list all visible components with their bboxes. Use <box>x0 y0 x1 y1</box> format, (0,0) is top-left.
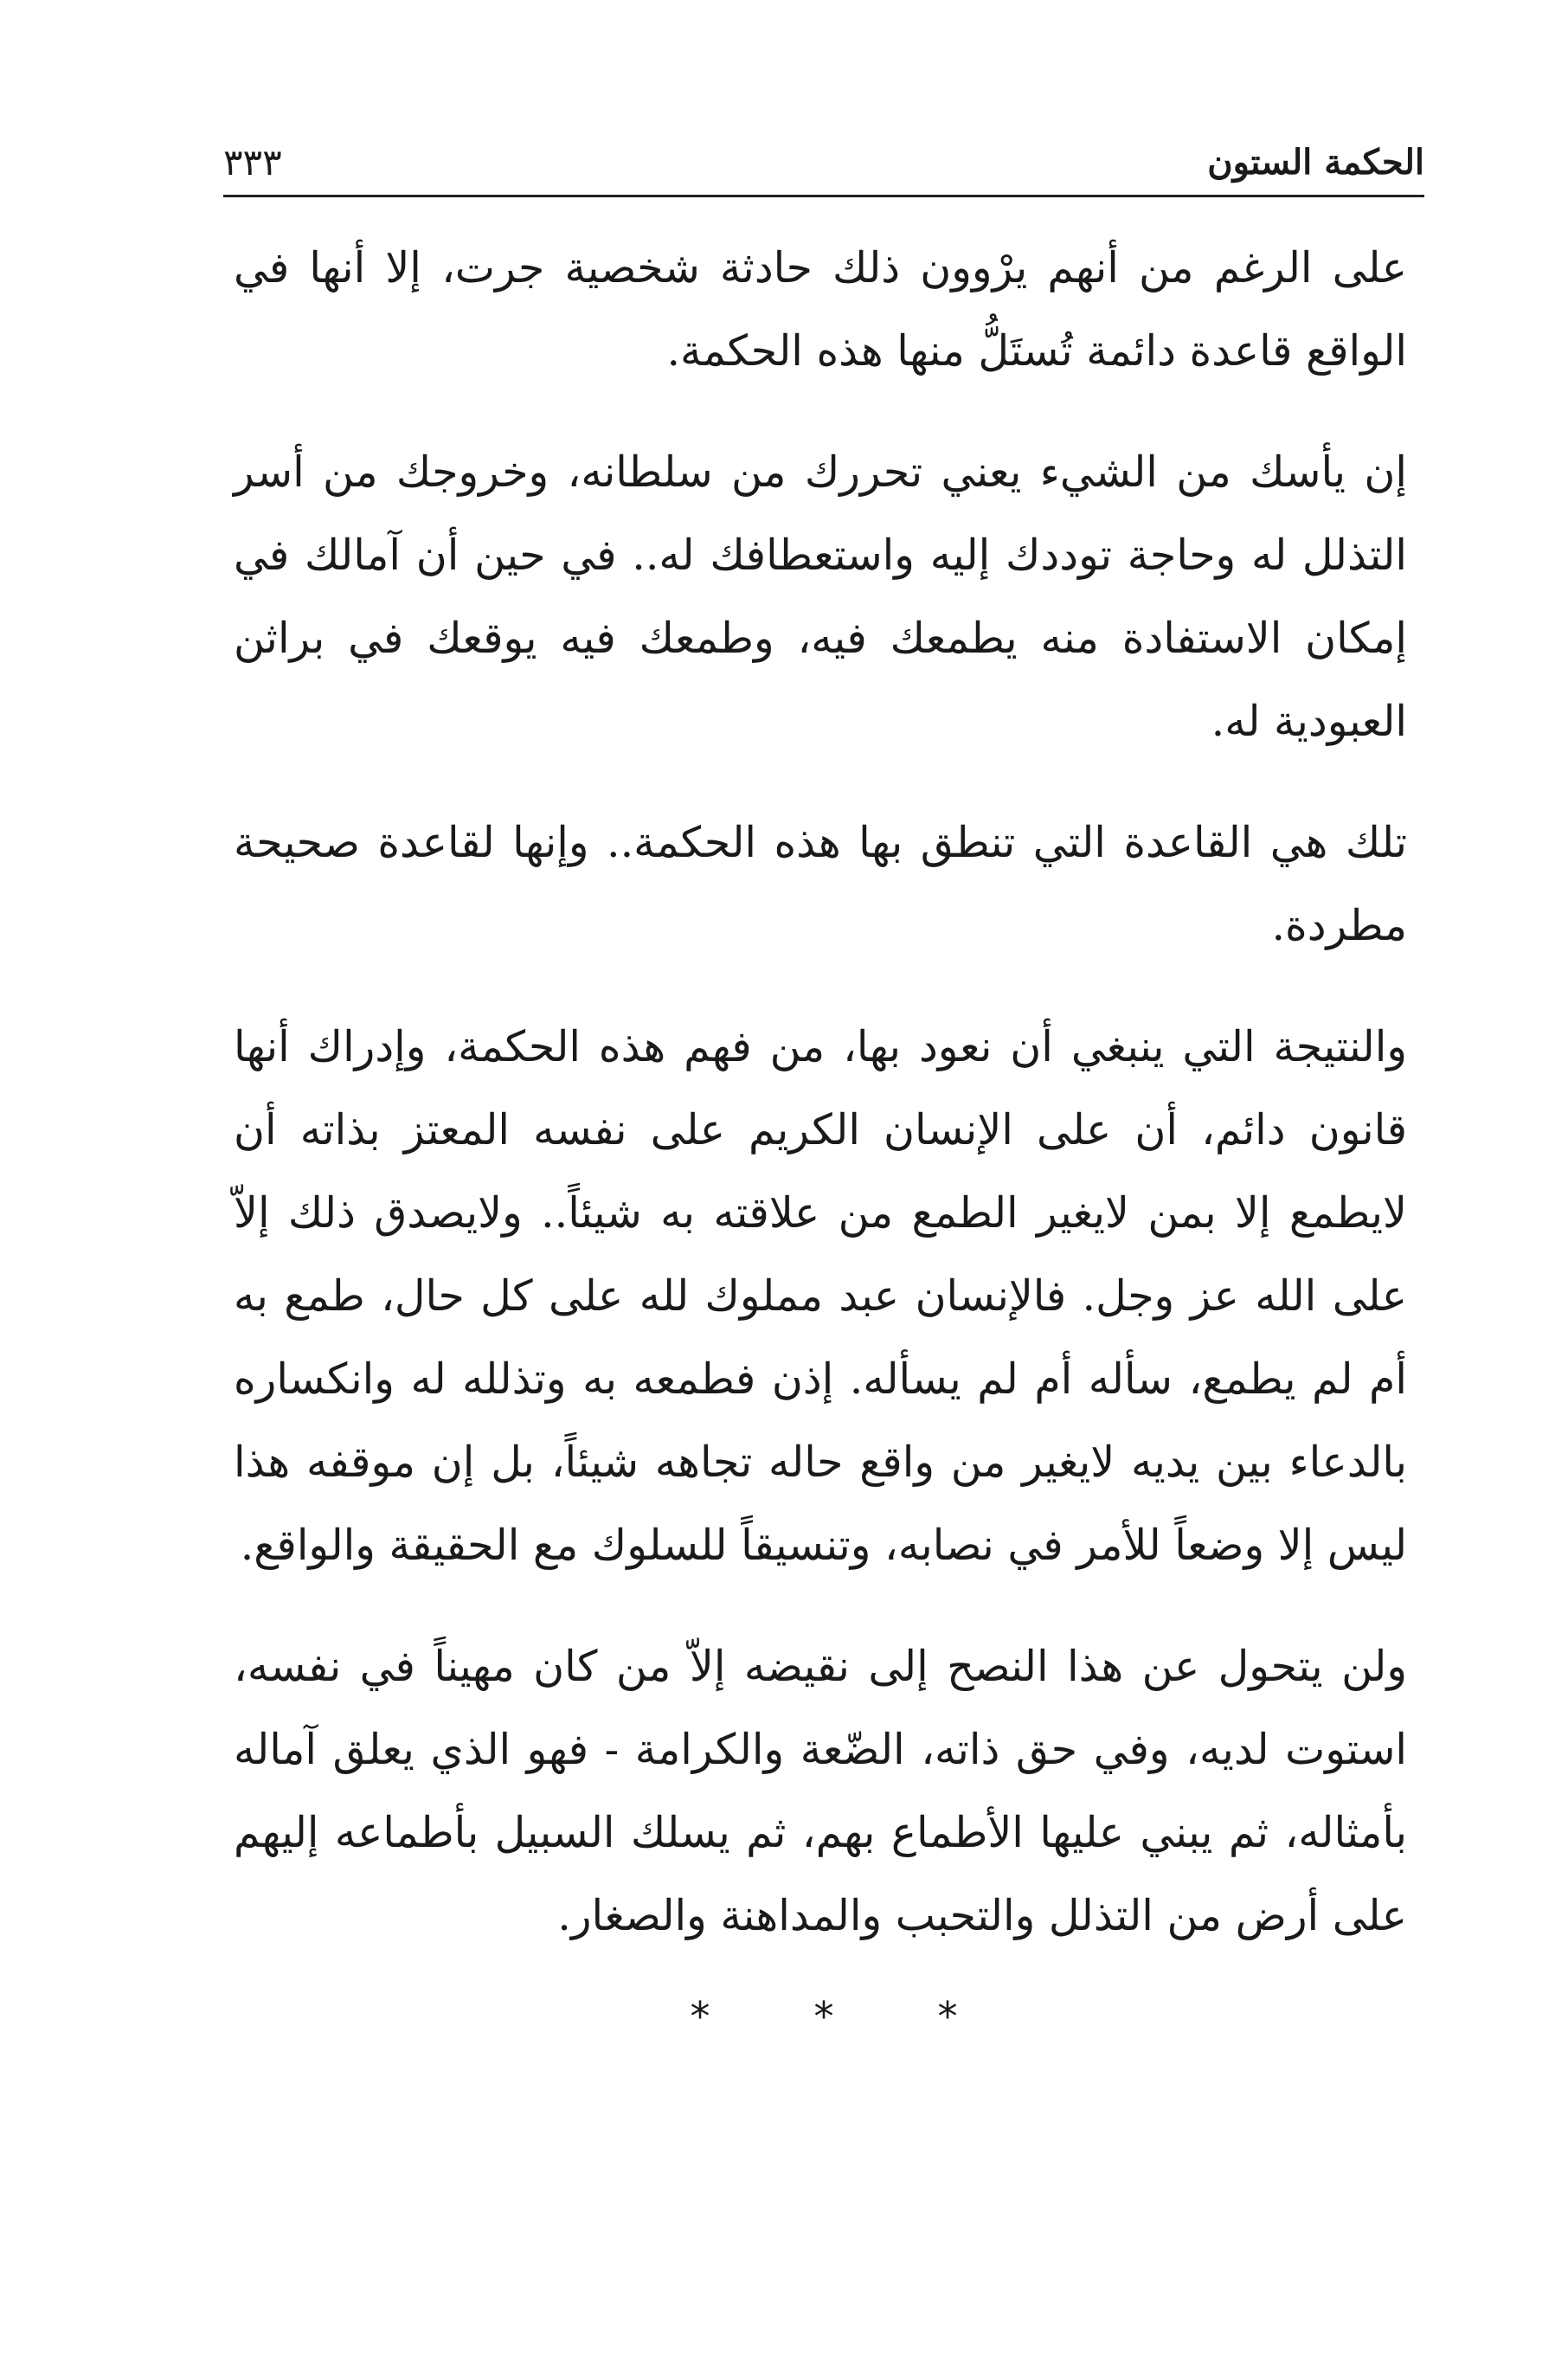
body-text <box>234 227 1407 1996</box>
separator-asterisk: * <box>937 1993 958 2040</box>
header-rule <box>223 195 1424 197</box>
paragraph-5: ولن يتحول عن هذا النصح إلى نقيضه إلاّ من كان مهيناً في نفسه، استوت لديه، وفي حق ذاته، الضّعة والكرامة - فهو الذي يعلق آماله بأمثاله، ثم يبني عليها الأطماع بهم، ثم يسلك السبيل بأطماعه إليهم على أرض من التذلل والتحبب والمداهنة والصغار. <box>234 1642 1407 1940</box>
paragraph-1: على الرغم من أنهم يرْوون ذلك حادثة شخصية جرت، إلا أنها في الواقع قاعدة دائمة تُستَلُّ منها هذه الحكمة. <box>234 243 1407 376</box>
running-title: الحكمة الستون <box>1207 142 1424 183</box>
page-header <box>223 121 1424 199</box>
separator-asterisk: * <box>813 1993 834 2040</box>
section-separator <box>223 1982 1424 2051</box>
separator-asterisk: * <box>690 1993 710 2040</box>
paragraph-4: والنتيجة التي ينبغي أن نعود بها، من فهم هذه الحكمة، وإدراك أنها قانون دائم، أن على الإنسان الكريم على نفسه المعتز بذاته أن لايطمع إلا بمن لايغير الطمع من علاقته به شيئاً.. ولايصدق ذلك إلاّ على الله عز وجل. فالإنسان عبد مملوك لله على كل حال، طمع به أم لم يطمع، سأله أم لم يسأله. إذن فطمعه به وتذلله له وانكساره بالدعاء بين يديه لايغير من واقع حاله تجاهه شيئاً، بل إن موقفه هذا ليس إلا وضعاً للأمر في نصابه، وتنسيقاً للسلوك مع الحقيقة والواقع. <box>234 1022 1407 1570</box>
paragraph-2: إن يأسك من الشيء يعني تحررك من سلطانه، وخروجك من أسر التذلل له وحاجة توددك إليه واستعطافك له.. في حين أن آمالك في إمكان الاستفادة منه يطمعك فيه، وطمعك فيه يوقعك في براثن العبودية له. <box>234 447 1407 746</box>
page-number: ٣٣٣ <box>223 141 282 183</box>
paragraph-3: تلك هي القاعدة التي تنطق بها هذه الحكمة.. وإنها لقاعدة صحيحة مطردة. <box>234 818 1407 950</box>
